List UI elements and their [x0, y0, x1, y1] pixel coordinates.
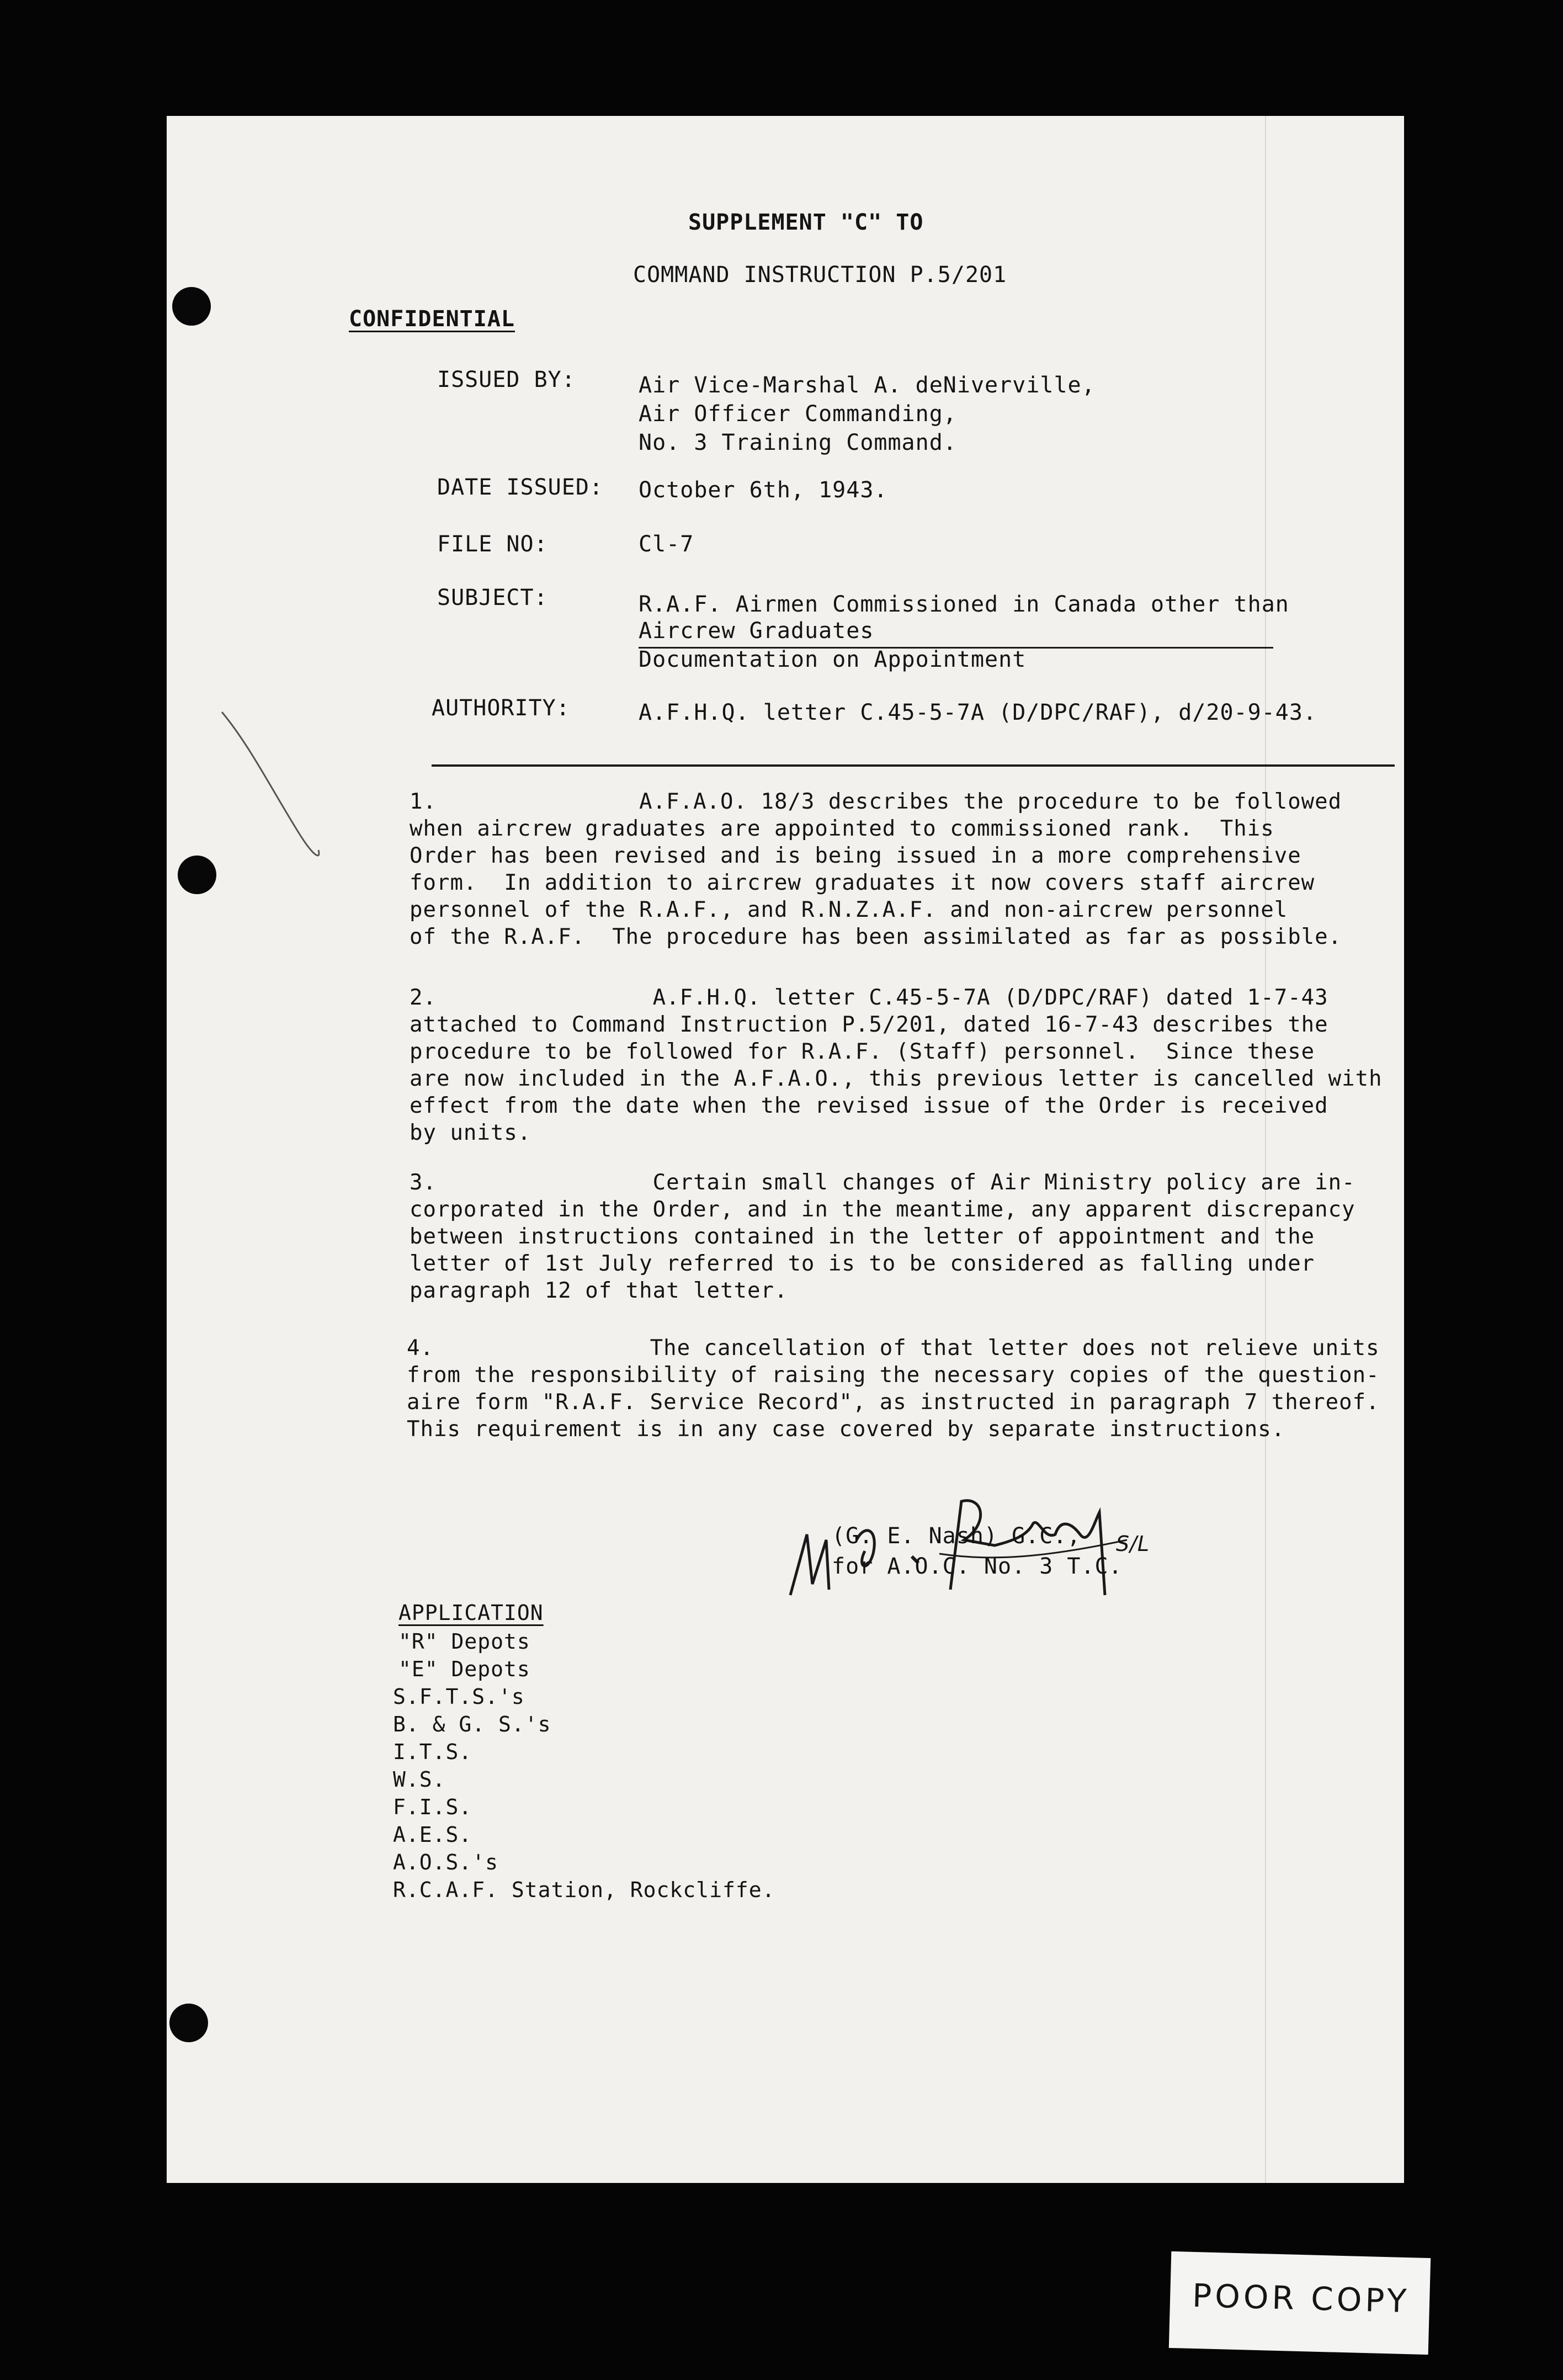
paragraph-line: procedure to be followed for R.A.F. (Staff) personnel. Since these [410, 1039, 1315, 1064]
paragraph-line: by units. [410, 1120, 531, 1145]
application-item: "E" Depots [398, 1657, 530, 1681]
subject-line: R.A.F. Airmen Commissioned in Canada other than [639, 592, 1289, 617]
application-title: APPLICATION [398, 1601, 544, 1625]
punch-hole-top [172, 287, 211, 326]
header-divider [432, 764, 1395, 767]
file-no-label: FILE NO: [437, 532, 548, 557]
paragraph-line: Order has been revised and is being issued in a more comprehensive [410, 843, 1301, 868]
poor-copy-stamp [1169, 2251, 1431, 2355]
issued-by-line: Air Vice-Marshal A. deNiverville, [639, 373, 1096, 398]
issued-by-line: No. 3 Training Command. [639, 430, 957, 455]
application-item: A.O.S.'s [393, 1850, 499, 1874]
file-no-value: Cl-7 [639, 532, 694, 557]
paragraph-line: effect from the date when the revised issue of the Order is received [410, 1093, 1328, 1118]
paragraph-line: 3. Certain small changes of Air Ministry policy are in- [410, 1170, 1355, 1195]
issued-by-label: ISSUED BY: [437, 367, 576, 392]
authority-value: A.F.H.Q. letter C.45-5-7A (D/DPC/RAF), d/20-9-43. [639, 700, 1317, 725]
application-item: B. & G. S.'s [393, 1712, 551, 1736]
document-page [167, 116, 1404, 2183]
paragraph-line: aire form "R.A.F. Service Record", as instructed in paragraph 7 thereof. [407, 1390, 1380, 1415]
paragraph-line: of the R.A.F. The procedure has been assimilated as far as possible. [410, 925, 1342, 949]
paragraph-line: 4. The cancellation of that letter does not relieve units [407, 1336, 1380, 1361]
supplement-heading: SUPPLEMENT "C" TO [688, 210, 924, 235]
date-issued-value: October 6th, 1943. [639, 477, 888, 503]
application-item: R.C.A.F. Station, Rockcliffe. [393, 1878, 775, 1902]
paragraph-line: from the responsibility of raising the necessary copies of the question- [407, 1363, 1380, 1388]
application-item: A.E.S. [393, 1823, 472, 1847]
confidential-marking: CONFIDENTIAL [349, 306, 515, 332]
pencil-stroke-mark [216, 701, 327, 872]
paragraph-line: This requirement is in any case covered by separate instructions. [407, 1417, 1285, 1442]
application-item: "R" Depots [398, 1629, 530, 1654]
paragraph-line: when aircrew graduates are appointed to commissioned rank. This [410, 816, 1274, 841]
application-item: S.F.T.S.'s [393, 1685, 525, 1709]
paragraph-line: personnel of the R.A.F., and R.N.Z.A.F. and non-aircrew personnel [410, 897, 1288, 922]
application-item: I.T.S. [393, 1740, 472, 1764]
subject-label: SUBJECT: [437, 585, 548, 610]
paragraph-line: 2. A.F.H.Q. letter C.45-5-7A (D/DPC/RAF) dated 1-7-43 [410, 985, 1328, 1010]
date-issued-label: DATE ISSUED: [437, 475, 603, 500]
application-item: F.I.S. [393, 1795, 472, 1819]
paragraph-line: are now included in the A.F.A.O., this previous letter is cancelled with [410, 1066, 1383, 1091]
signatory-for-line: for A.O.C. No. 3 T.C. [832, 1554, 1123, 1579]
authority-label: AUTHORITY: [432, 695, 570, 721]
paragraph-line: 1. A.F.A.O. 18/3 describes the procedure to be followed [410, 789, 1342, 814]
punch-hole-middle [178, 856, 216, 894]
signatory-name: (G. E. Nash) G.C., [832, 1523, 1081, 1549]
paragraph-line: attached to Command Instruction P.5/201, dated 16-7-43 describes the [410, 1012, 1328, 1037]
paragraph-line: between instructions contained in the letter of appointment and the [410, 1224, 1315, 1249]
paragraph-line: paragraph 12 of that letter. [410, 1278, 788, 1303]
subject-line: Documentation on Appointment [639, 647, 1027, 672]
issued-by-line: Air Officer Commanding, [639, 401, 957, 427]
instruction-heading: COMMAND INSTRUCTION P.5/201 [633, 262, 1007, 288]
subject-line: Aircrew Graduates [639, 618, 874, 644]
punch-hole-bottom [169, 2004, 208, 2042]
fold-crease [1265, 116, 1266, 2183]
poor-copy-text: POOR COPY [1192, 2276, 1411, 2320]
paragraph-line: form. In addition to aircrew graduates it now covers staff aircrew [410, 870, 1315, 895]
paragraph-line: letter of 1st July referred to is to be considered as falling under [410, 1251, 1315, 1276]
application-item: W.S. [393, 1767, 446, 1792]
paragraph-line: corporated in the Order, and in the meantime, any apparent discrepancy [410, 1197, 1355, 1222]
signature-initials: S/L [1116, 1532, 1150, 1556]
